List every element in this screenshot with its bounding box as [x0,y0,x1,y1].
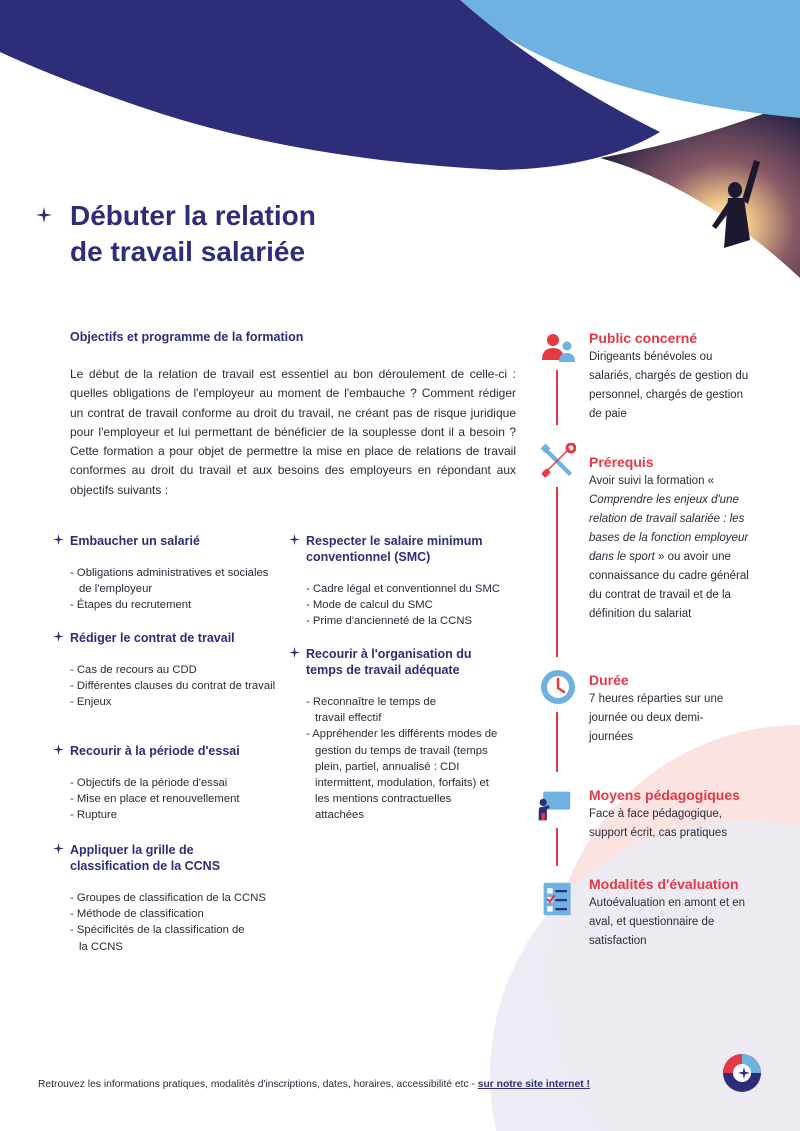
topic-list [70,775,280,824]
people-icon [540,330,576,366]
sparkle-icon [289,647,300,658]
topic-item: - Rupture [70,809,118,822]
sparkle-icon [53,534,64,545]
topic-item: - Différentes clauses du contrat de travail [70,680,276,693]
prerequis-title: Prérequis [589,454,654,470]
topic-item: - Objectifs de la période d'essai [70,777,228,789]
sparkle-icon [53,631,64,642]
public-title: Public concerné [589,330,698,346]
topic-list [70,890,285,955]
topic-item: - Groupes de classification de la CCNS [70,892,266,904]
topic-item: - Cas de recours au CDD [70,664,197,676]
public-text: Dirigeants bénévoles ou salariés, chargés de gestion du personnel, chargés de gestion de paie [589,351,749,420]
topic-block [306,646,506,824]
topic-item: - Enjeux [70,696,112,709]
topic-list [70,662,285,711]
sparkle-icon [53,843,64,854]
prerequis-course-name: Comprendre les enjeux d'une relation de travail salariée : les bases de la fonction employeur dans le sport [589,494,749,563]
evaluation-text: Autoévaluation en amont et en aval, et questionnaire de satisfaction [589,897,746,947]
sparkle-icon [53,744,64,755]
website-link[interactable]: sur notre site internet ! [477,1079,590,1090]
topic-title: Respecter le salaire minimum conventionnel (SMC) [306,534,483,564]
topic-list [306,694,501,824]
topic-item: - Reconnaître le temps de travail effectif [306,696,436,725]
topic-item: - Cadre légal et conventionnel du SMC [306,583,501,595]
objectives-heading: Objectifs et programme de la formation [70,330,304,344]
sparkle-icon [289,534,300,545]
moyens-text: Face à face pédagogique, support écrit, cas pratiques [589,808,728,839]
tools-icon [540,443,576,479]
duree-text: 7 heures réparties sur une journée ou deux demi-journées [589,693,724,743]
topic-list [70,565,280,614]
topic-block [70,533,280,614]
topic-item: - Spécificités de la classification de la CCNS [70,924,245,953]
timeline-connector [556,487,558,657]
topic-title: Embaucher un salarié [70,534,200,548]
sparkle-icon [36,207,52,223]
intro-paragraph: Le début de la relation de travail est essentiel au bon déroulement de celle-ci : quelles obligations de l'employeur au moment de l'embauche ? Comment rédiger un contrat de travail conforme au droit du travail, ne créant pas de risque juridique pour l'employeur et lui permettant de bénéficier de la souplesse dont il a besoin ? Cette formation a pour objet de permettre la mise en place de relations de travail conformes au droit du travail et aux besoins des employeurs en répondant aux objectifs suivants : [70,367,516,497]
title-line-1: Débuter la relation [70,200,316,231]
topic-block [70,842,266,955]
timeline-connector [556,712,558,772]
evaluation-title: Modalités d'évaluation [589,876,739,892]
topic-item: - Appréhender les différents modes de gestion du temps de travail (temps plein, partiel, annualisé : CDI intermittent, modulation, forfaits) et les mentions contractuelles attachées [306,728,498,822]
topic-item: - Obligations administratives et sociales de l'employeur [70,567,269,596]
footer [38,1079,590,1090]
presentation-icon [536,788,572,824]
page-title [70,198,316,270]
timeline-connector [556,828,558,866]
topic-title: Recourir à l'organisation du temps de travail adéquate [306,647,472,677]
topic-block [70,743,280,824]
topic-list [306,581,506,630]
topic-item: - Mode de calcul du SMC [306,599,433,612]
topic-title: Rédiger le contrat de travail [70,631,235,645]
prerequis-text-before: Avoir suivi la formation « [589,475,715,487]
prerequis-text-after: » ou avoir une connaissance du cadre général du contrat de travail et de la définition du salariat [589,551,749,620]
moyens-title: Moyens pédagogiques [589,787,740,803]
topic-title: Recourir à la période d'essai [70,744,240,758]
topic-item: - Mise en place et renouvellement [70,793,240,806]
topic-item: - Prime d'ancienneté de la CCNS [306,615,473,628]
clock-icon [540,669,576,705]
prerequis-text [589,472,759,624]
topic-title: Appliquer la grille de classification de la CCNS [70,843,221,873]
topic-block [306,533,506,630]
topic-item: - Méthode de classification [70,908,204,921]
duree-title: Durée [589,672,629,688]
topic-item: - Étapes du recrutement [70,599,192,612]
brand-logo-icon [722,1053,762,1093]
checklist-icon [540,881,576,917]
topic-block [70,630,285,711]
timeline-connector [556,370,558,425]
footer-text: Retrouvez les informations pratiques, modalités d'inscriptions, dates, horaires, accessibilité etc - [38,1079,478,1090]
title-line-2: de travail salariée [70,236,306,267]
